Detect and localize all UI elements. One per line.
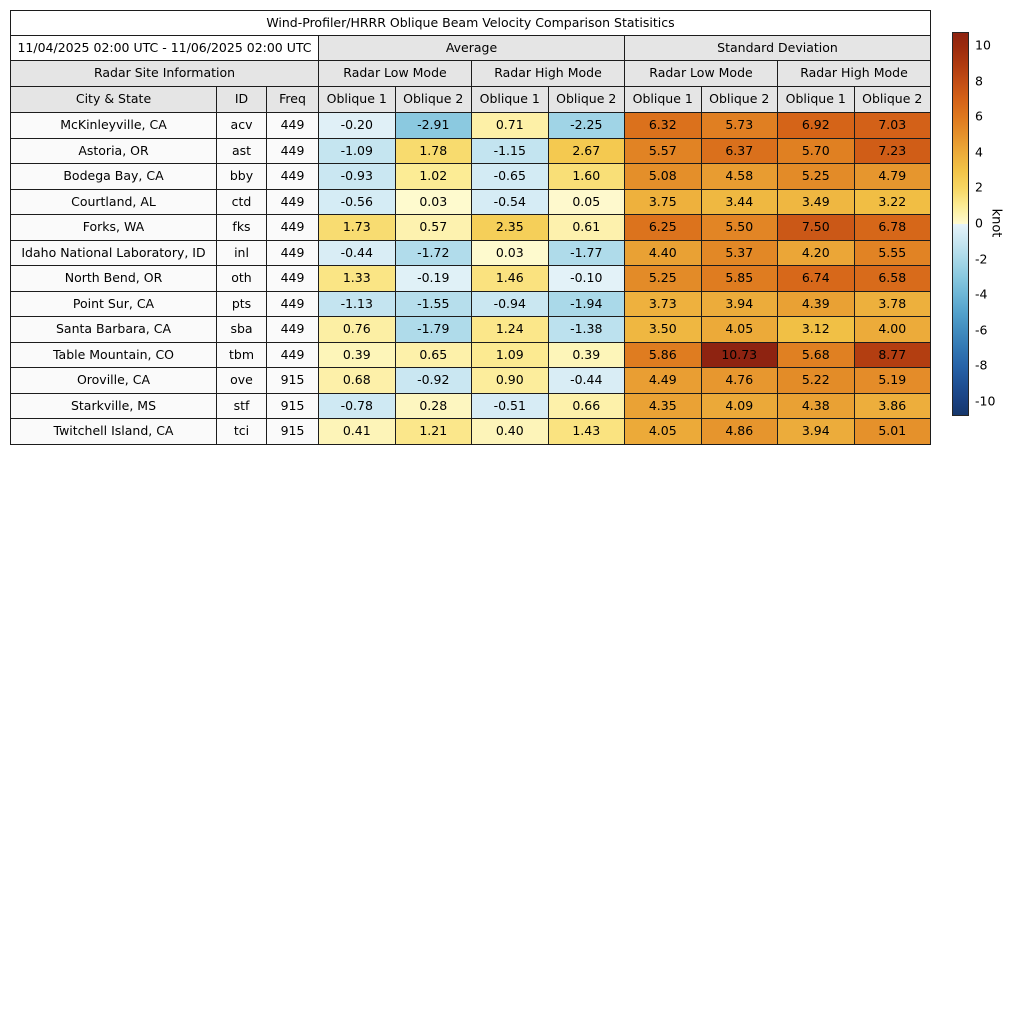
value-cell: 6.92 [778,113,855,139]
freq-cell: 915 [267,368,319,394]
value-cell: 5.86 [625,342,702,368]
city-cell: Bodega Bay, CA [11,164,217,190]
value-cell: 5.70 [778,138,855,164]
value-cell: 5.85 [701,266,778,292]
value-cell: 8.77 [854,342,931,368]
column-header-oblique1: Oblique 1 [778,87,855,113]
value-cell: 0.65 [395,342,472,368]
colorbar-tick-label: -4 [975,286,988,302]
value-cell: 1.24 [472,317,549,343]
subgroup-header-avg-high-mode: Radar High Mode [472,61,625,87]
column-header-id: ID [217,87,267,113]
column-header-oblique1: Oblique 1 [472,87,549,113]
city-cell: Twitchell Island, CA [11,419,217,445]
freq-cell: 915 [267,393,319,419]
value-cell: 4.20 [778,240,855,266]
value-cell: 4.79 [854,164,931,190]
value-cell: 4.86 [701,419,778,445]
value-cell: 1.73 [319,215,396,241]
value-cell: -1.38 [548,317,625,343]
value-cell: 0.57 [395,215,472,241]
value-cell: 4.58 [701,164,778,190]
value-cell: -0.19 [395,266,472,292]
city-cell: Santa Barbara, CA [11,317,217,343]
colorbar-tick-label: -8 [975,357,988,373]
value-cell: 3.75 [625,189,702,215]
freq-cell: 449 [267,138,319,164]
value-cell: -0.44 [548,368,625,394]
colorbar-tick-label: -2 [975,251,988,267]
table-row [11,342,931,368]
colorbar [952,32,1024,414]
site-id-cell: ctd [217,189,267,215]
value-cell: 5.57 [625,138,702,164]
value-cell: 6.74 [778,266,855,292]
value-cell: 3.44 [701,189,778,215]
stats-table [10,10,931,445]
column-header-oblique2: Oblique 2 [854,87,931,113]
value-cell: 5.55 [854,240,931,266]
value-cell: -1.09 [319,138,396,164]
value-cell: 5.08 [625,164,702,190]
site-id-cell: fks [217,215,267,241]
city-cell: North Bend, OR [11,266,217,292]
value-cell: -0.65 [472,164,549,190]
value-cell: 5.25 [778,164,855,190]
column-header-oblique1: Oblique 1 [319,87,396,113]
value-cell: 7.03 [854,113,931,139]
table-body [11,113,931,445]
value-cell: 4.09 [701,393,778,419]
value-cell: -0.51 [472,393,549,419]
value-cell: 2.35 [472,215,549,241]
table-row [11,164,931,190]
table-row [11,393,931,419]
value-cell: 0.28 [395,393,472,419]
site-id-cell: tbm [217,342,267,368]
value-cell: 3.22 [854,189,931,215]
value-cell: 10.73 [701,342,778,368]
value-cell: -1.15 [472,138,549,164]
value-cell: 1.21 [395,419,472,445]
colorbar-gradient [952,32,969,416]
value-cell: -0.20 [319,113,396,139]
value-cell: 0.90 [472,368,549,394]
value-cell: 3.12 [778,317,855,343]
value-cell: 5.37 [701,240,778,266]
colorbar-tick-label: 4 [975,144,983,160]
group-header-standard-deviation: Standard Deviation [625,36,931,61]
freq-cell: 449 [267,317,319,343]
freq-cell: 449 [267,215,319,241]
city-cell: Oroville, CA [11,368,217,394]
value-cell: -2.91 [395,113,472,139]
site-id-cell: oth [217,266,267,292]
value-cell: 6.32 [625,113,702,139]
value-cell: 0.39 [548,342,625,368]
table-row [11,368,931,394]
table-row [11,215,931,241]
site-info-header: Radar Site Information [11,61,319,87]
value-cell: -0.92 [395,368,472,394]
freq-cell: 915 [267,419,319,445]
city-cell: Starkville, MS [11,393,217,419]
colorbar-tick-label: 10 [975,37,991,53]
site-id-cell: ove [217,368,267,394]
column-header-oblique1: Oblique 1 [625,87,702,113]
value-cell: 0.76 [319,317,396,343]
value-cell: 5.01 [854,419,931,445]
table-row [11,240,931,266]
colorbar-tick-label: -6 [975,322,988,338]
value-cell: 5.50 [701,215,778,241]
value-cell: 3.49 [778,189,855,215]
colorbar-tick-label: 2 [975,179,983,195]
value-cell: 6.37 [701,138,778,164]
city-cell: Courtland, AL [11,189,217,215]
city-cell: Idaho National Laboratory, ID [11,240,217,266]
value-cell: 4.38 [778,393,855,419]
colorbar-tick-label: 6 [975,108,983,124]
value-cell: 3.50 [625,317,702,343]
site-id-cell: acv [217,113,267,139]
colorbar-tick-label: -10 [975,393,996,409]
site-id-cell: sba [217,317,267,343]
table-row [11,291,931,317]
column-header-oblique2: Oblique 2 [395,87,472,113]
value-cell: 5.22 [778,368,855,394]
value-cell: 0.39 [319,342,396,368]
value-cell: 1.78 [395,138,472,164]
value-cell: 4.40 [625,240,702,266]
value-cell: 6.58 [854,266,931,292]
site-id-cell: pts [217,291,267,317]
value-cell: 4.76 [701,368,778,394]
value-cell: 3.94 [701,291,778,317]
city-cell: Point Sur, CA [11,291,217,317]
subgroup-header-std-low-mode: Radar Low Mode [625,61,778,87]
group-header-average: Average [319,36,625,61]
city-cell: McKinleyville, CA [11,113,217,139]
value-cell: 0.03 [472,240,549,266]
value-cell: 0.68 [319,368,396,394]
colorbar-tick-label: 0 [975,215,983,231]
value-cell: 2.67 [548,138,625,164]
value-cell: 0.03 [395,189,472,215]
value-cell: 4.00 [854,317,931,343]
value-cell: 3.78 [854,291,931,317]
freq-cell: 449 [267,189,319,215]
value-cell: -0.78 [319,393,396,419]
value-cell: -1.55 [395,291,472,317]
value-cell: -1.94 [548,291,625,317]
freq-cell: 449 [267,342,319,368]
period-cell: 11/04/2025 02:00 UTC - 11/06/2025 02:00 UTC [11,36,319,61]
site-id-cell: tci [217,419,267,445]
table-row [11,266,931,292]
value-cell: 7.23 [854,138,931,164]
table-row [11,138,931,164]
value-cell: -0.10 [548,266,625,292]
table-row [11,419,931,445]
value-cell: 0.61 [548,215,625,241]
table-row [11,113,931,139]
site-id-cell: stf [217,393,267,419]
colorbar-label: knot [988,208,1004,238]
value-cell: -2.25 [548,113,625,139]
value-cell: 0.41 [319,419,396,445]
value-cell: 5.25 [625,266,702,292]
value-cell: 1.02 [395,164,472,190]
value-cell: 1.43 [548,419,625,445]
value-cell: 6.25 [625,215,702,241]
table-title: Wind-Profiler/HRRR Oblique Beam Velocity Comparison Statisitics [11,11,931,36]
freq-cell: 449 [267,266,319,292]
value-cell: 6.78 [854,215,931,241]
value-cell: 7.50 [778,215,855,241]
colorbar-tick-label: 8 [975,73,983,89]
value-cell: 4.39 [778,291,855,317]
value-cell: -0.44 [319,240,396,266]
value-cell: -0.56 [319,189,396,215]
value-cell: -1.79 [395,317,472,343]
value-cell: 5.19 [854,368,931,394]
city-cell: Forks, WA [11,215,217,241]
value-cell: -1.72 [395,240,472,266]
value-cell: 3.94 [778,419,855,445]
value-cell: 0.66 [548,393,625,419]
city-cell: Table Mountain, CO [11,342,217,368]
value-cell: 3.73 [625,291,702,317]
value-cell: 4.35 [625,393,702,419]
column-header-oblique2: Oblique 2 [701,87,778,113]
subgroup-header-std-high-mode: Radar High Mode [778,61,931,87]
table-row [11,189,931,215]
column-header-city-state: City & State [11,87,217,113]
site-id-cell: bby [217,164,267,190]
value-cell: 1.33 [319,266,396,292]
value-cell: 1.46 [472,266,549,292]
column-header-freq: Freq [267,87,319,113]
value-cell: -0.93 [319,164,396,190]
freq-cell: 449 [267,164,319,190]
value-cell: 4.05 [701,317,778,343]
value-cell: -0.94 [472,291,549,317]
site-id-cell: ast [217,138,267,164]
value-cell: -1.77 [548,240,625,266]
value-cell: 3.86 [854,393,931,419]
value-cell: 4.49 [625,368,702,394]
freq-cell: 449 [267,291,319,317]
value-cell: 5.73 [701,113,778,139]
subgroup-header-avg-low-mode: Radar Low Mode [319,61,472,87]
value-cell: 1.09 [472,342,549,368]
value-cell: 0.05 [548,189,625,215]
value-cell: 4.05 [625,419,702,445]
value-cell: -0.54 [472,189,549,215]
table-row [11,317,931,343]
site-id-cell: inl [217,240,267,266]
value-cell: 0.40 [472,419,549,445]
city-cell: Astoria, OR [11,138,217,164]
wind-profiler-comparison-figure [10,10,1004,445]
freq-cell: 449 [267,240,319,266]
value-cell: -1.13 [319,291,396,317]
value-cell: 5.68 [778,342,855,368]
value-cell: 1.60 [548,164,625,190]
value-cell: 0.71 [472,113,549,139]
column-header-oblique2: Oblique 2 [548,87,625,113]
freq-cell: 449 [267,113,319,139]
